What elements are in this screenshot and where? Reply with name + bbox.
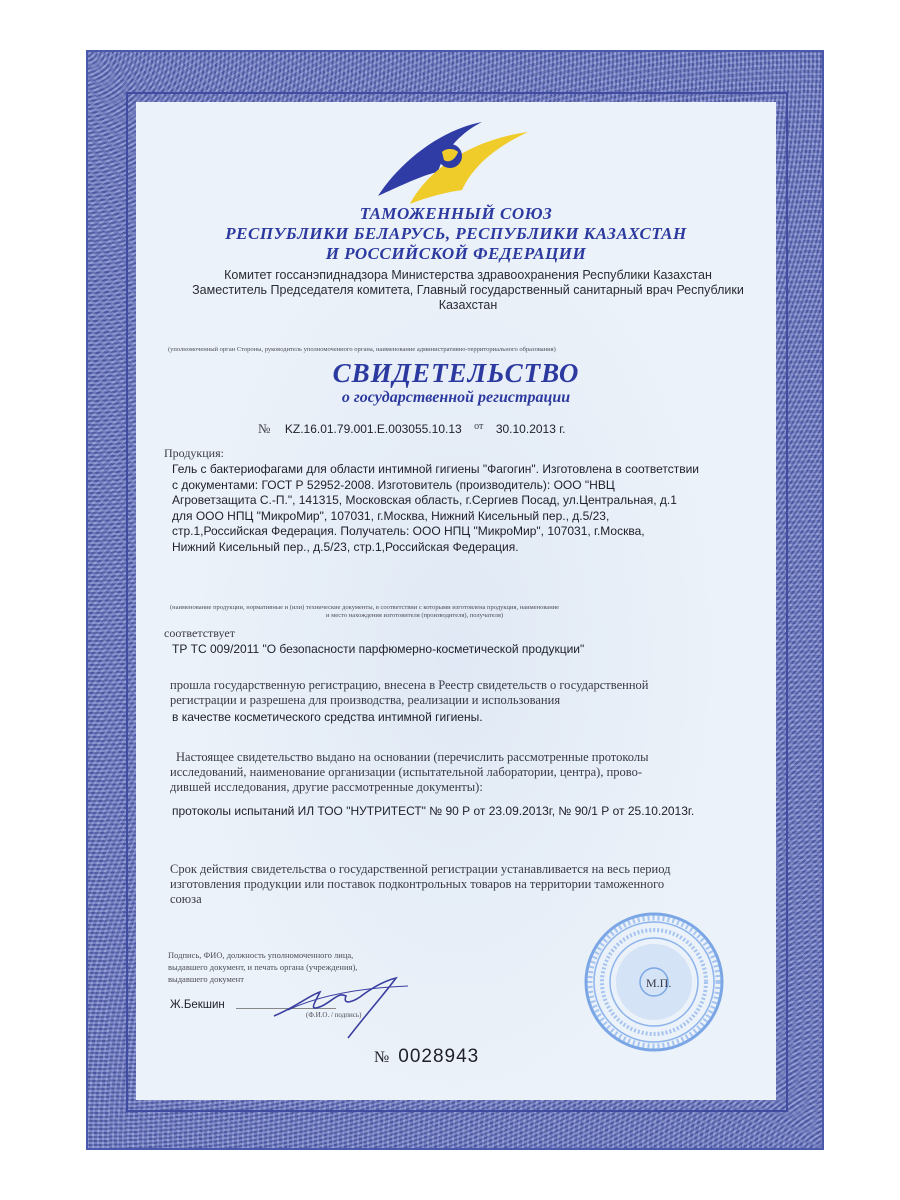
- product-line-2: с документами: ГОСТ Р 52952-2008. Изготовитель (производитель): ООО "НВЦ: [172, 477, 615, 492]
- certificate-subtitle: о государственной регистрации: [341, 389, 571, 406]
- validity-line-1: Срок действия свидетельства о государственной регистрации устанавливается на весь период: [170, 862, 671, 876]
- product-caption-line-2: и место нахождения изготовителя (производителя), получателя): [326, 612, 504, 619]
- handwritten-signature-icon: [268, 966, 418, 1046]
- product-line-5: стр.1,Российская Федерация. Получатель: ООО НПЦ "МикроМир", 107031, г.Москва,: [172, 524, 645, 538]
- customs-union-emblem-icon: [370, 110, 530, 210]
- validity-line-3: союза: [170, 892, 202, 906]
- conformity-regulation: ТР ТС 009/2011 "О безопасности парфюмерно-косметической продукции": [172, 642, 585, 656]
- signatory-name-caption: (Ф.И.О. / подпись): [306, 1011, 362, 1019]
- basis-protocols: протоколы испытаний ИЛ ТОО "НУТРИТЕСТ" № 90 Р от 23.09.2013г, № 90/1 Р от 25.10.2013г.: [172, 804, 695, 818]
- validity-line-2: изготовления продукции или поставок подконтрольных товаров на территории таможенного: [170, 877, 665, 891]
- registration-date: 30.10.2013 г.: [495, 422, 566, 436]
- union-title-line-3: И РОССИЙСКОЙ ФЕДЕРАЦИИ: [325, 244, 587, 263]
- serial-number: 0028943: [398, 1046, 480, 1067]
- signature-caption-line-2: выдавшего документ, и печать органа (учреждения),: [168, 962, 358, 972]
- registration-text-line-2: регистрации и разрешена для производства, реализации и использования: [170, 693, 561, 707]
- certificate-paper: [136, 102, 776, 1100]
- serial-sign: №: [374, 1049, 391, 1066]
- authority-line-3: Казахстан: [438, 298, 498, 312]
- product-line-6: Нижний Кисельный пер., д.5/23, стр.1,Российская Федерация.: [172, 539, 519, 554]
- product-caption-line-1: (наименование продукции, нормативные и (или) технические документы, в соответствии с которыми изготовлена продукция, наименование: [170, 604, 560, 611]
- registration-usage: в качестве косметического средства интимной гигиены.: [172, 710, 483, 724]
- signature-caption-line-3: выдавшего документ: [168, 974, 244, 984]
- conformity-label: соответствует: [164, 626, 235, 640]
- stamp-place-label: М.П.: [646, 976, 672, 990]
- registration-number: KZ.16.01.79.001.Е.003055.10.13: [284, 422, 462, 436]
- product-line-3: Агроветзащита С.-П.", 141315, Московская область, г.Сергиев Посад, ул.Центральная, д.1: [172, 493, 677, 507]
- registration-number-row: [258, 420, 565, 438]
- authority-caption: (уполномоченный орган Стороны, руководитель уполномоченного органа, наименование административно-территориального образования): [168, 346, 556, 353]
- authority-line-2: Заместитель Председателя комитета, Главный государственный санитарный врач Республики: [192, 283, 744, 297]
- signature-caption-line-1: Подпись, ФИО, должность уполномоченного лица,: [168, 950, 354, 960]
- number-sign: №: [258, 421, 271, 436]
- product-line-4: для ООО НПЦ "МикроМир", 107031, г.Москва, Нижний Кисельный пер., д.5/23,: [172, 508, 610, 523]
- union-title-line-2: РЕСПУБЛИКИ БЕЛАРУСЬ, РЕСПУБЛИКИ КАЗАХСТАН: [225, 224, 687, 243]
- certificate-title: СВИДЕТЕЛЬСТВО: [332, 358, 580, 388]
- date-from-label: от: [474, 421, 484, 432]
- union-title-line-1: ТАМОЖЕННЫЙ СОЮЗ: [359, 204, 553, 223]
- basis-line-3: дившей исследования, другие рассмотренные документы):: [170, 780, 483, 794]
- product-line-1: Гель с бактериофагами для области интимной гигиены "Фагогин". Изготовлена в соответствии: [172, 462, 699, 476]
- registration-text-line-1: прошла государственную регистрацию, внесена в Реестр свидетельств о государственной: [170, 678, 649, 692]
- authority-line-1: Комитет госсанэпиднадзора Министерства здравоохранения Республики Казахстан: [224, 268, 712, 282]
- certificate-serial: [374, 1046, 479, 1068]
- basis-line-1: Настоящее свидетельство выдано на основании (перечислить рассмотренные протоколы: [176, 750, 649, 764]
- signatory-name: Ж.Бекшин: [170, 999, 225, 1011]
- basis-line-2: исследований, наименование организации (испытательной лаборатории, центра), прово-: [170, 765, 643, 779]
- product-label: Продукция:: [164, 446, 224, 460]
